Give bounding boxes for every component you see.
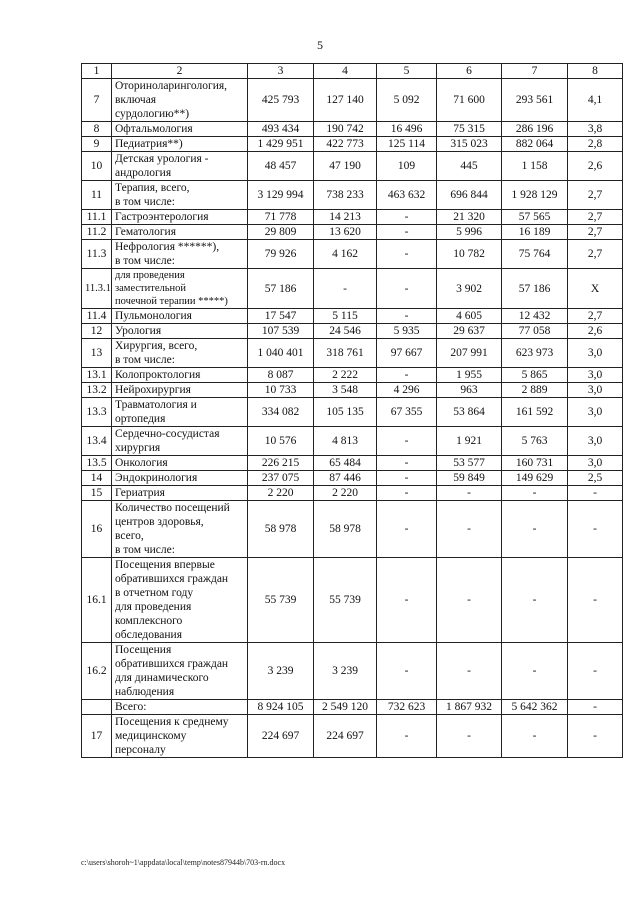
row-number-cell: 10	[82, 152, 112, 181]
col6-cell: 207 991	[437, 339, 502, 368]
col5-cell: -	[377, 225, 437, 240]
row-number-cell: 16	[82, 501, 112, 558]
col8-cell: -	[568, 558, 623, 643]
col5-cell: 16 496	[377, 122, 437, 137]
col6-cell: 53 864	[437, 398, 502, 427]
col3-cell: 3 129 994	[248, 181, 314, 210]
col8-cell: 3,0	[568, 398, 623, 427]
col7-cell: 12 432	[502, 309, 568, 324]
col8-cell: 3,0	[568, 383, 623, 398]
col4-cell: 14 213	[314, 210, 377, 225]
row-label-cell: Педиатрия**)	[112, 137, 248, 152]
col3-cell: 107 539	[248, 324, 314, 339]
row-number-cell: 11.1	[82, 210, 112, 225]
col3-cell: 425 793	[248, 79, 314, 122]
col7-cell: 149 629	[502, 471, 568, 486]
col4-cell: 4 162	[314, 240, 377, 269]
col7-cell: 160 731	[502, 456, 568, 471]
header-cell: 3	[248, 64, 314, 79]
col7-cell: 16 189	[502, 225, 568, 240]
row-label-cell: Сердечно-сосудистая хирургия	[112, 427, 248, 456]
row-number-cell: 11.2	[82, 225, 112, 240]
col4-cell: 105 135	[314, 398, 377, 427]
table-row	[82, 225, 623, 240]
col5-cell: -	[377, 456, 437, 471]
col3-cell: 226 215	[248, 456, 314, 471]
col6-cell: -	[437, 501, 502, 558]
col3-cell: 493 434	[248, 122, 314, 137]
row-label-cell: Детская урология - андрология	[112, 152, 248, 181]
table-row	[82, 181, 623, 210]
table-row	[82, 324, 623, 339]
col7-cell: 1 158	[502, 152, 568, 181]
col6-cell: 10 782	[437, 240, 502, 269]
col8-cell: 2,7	[568, 309, 623, 324]
row-label-cell: Оториноларингология, включая сурдологию**)	[112, 79, 248, 122]
col7-cell: 293 561	[502, 79, 568, 122]
file-path-footer: c:\users\shoroh~1\appdata\local\temp\notes87944b\703-rn.docx	[81, 858, 286, 867]
col5-cell: 4 296	[377, 383, 437, 398]
row-number-cell: 8	[82, 122, 112, 137]
row-label-cell: Эндокринология	[112, 471, 248, 486]
col5-cell: 97 667	[377, 339, 437, 368]
page-number: 5	[317, 38, 323, 52]
col3-cell: 1 429 951	[248, 137, 314, 152]
col5-cell: -	[377, 309, 437, 324]
col6-cell: 59 849	[437, 471, 502, 486]
col8-cell: 3,8	[568, 122, 623, 137]
col7-cell: 5 763	[502, 427, 568, 456]
row-number-cell: 9	[82, 137, 112, 152]
col7-cell: -	[502, 486, 568, 501]
row-label-cell: Нейрохирургия	[112, 383, 248, 398]
row-label-cell: Хирургия, всего, в том числе:	[112, 339, 248, 368]
col8-cell: 3,0	[568, 427, 623, 456]
col7-cell: -	[502, 501, 568, 558]
col5-cell: -	[377, 368, 437, 383]
col3-cell: 10 576	[248, 427, 314, 456]
col8-cell: 2,7	[568, 181, 623, 210]
col5-cell: 463 632	[377, 181, 437, 210]
col5-cell: -	[377, 471, 437, 486]
col3-cell: 1 040 401	[248, 339, 314, 368]
col5-cell: -	[377, 558, 437, 643]
table-row	[82, 269, 623, 309]
col7-cell: 882 064	[502, 137, 568, 152]
col7-cell: 75 764	[502, 240, 568, 269]
col5-cell: 5 935	[377, 324, 437, 339]
row-label-cell: Терапия, всего, в том числе:	[112, 181, 248, 210]
col5-cell: -	[377, 427, 437, 456]
table-row	[82, 383, 623, 398]
row-label-cell: Количество посещений центров здоровья, всего, в том числе:	[112, 501, 248, 558]
col7-cell: 2 889	[502, 383, 568, 398]
row-number-cell: 13.1	[82, 368, 112, 383]
col4-cell: 224 697	[314, 715, 377, 758]
col5-cell: -	[377, 486, 437, 501]
col4-cell: 2 549 120	[314, 700, 377, 715]
col6-cell: 3 902	[437, 269, 502, 309]
col6-cell: -	[437, 715, 502, 758]
table-row	[82, 558, 623, 643]
col3-cell: 237 075	[248, 471, 314, 486]
table-row	[82, 210, 623, 225]
row-number-cell: 14	[82, 471, 112, 486]
row-label-cell: Онкология	[112, 456, 248, 471]
row-number-cell	[82, 700, 112, 715]
row-label-cell: Гериатрия	[112, 486, 248, 501]
col5-cell: 109	[377, 152, 437, 181]
col3-cell: 48 457	[248, 152, 314, 181]
col4-cell: 190 742	[314, 122, 377, 137]
col6-cell: 75 315	[437, 122, 502, 137]
col8-cell: -	[568, 715, 623, 758]
col6-cell: 53 577	[437, 456, 502, 471]
col6-cell: 4 605	[437, 309, 502, 324]
header-cell: 6	[437, 64, 502, 79]
row-label-cell: Нефрология ******), в том числе:	[112, 240, 248, 269]
header-cell: 7	[502, 64, 568, 79]
col4-cell: 2 220	[314, 486, 377, 501]
col6-cell: -	[437, 486, 502, 501]
col4-cell: 55 739	[314, 558, 377, 643]
col3-cell: 55 739	[248, 558, 314, 643]
col8-cell: 3,0	[568, 368, 623, 383]
row-label-cell: Урология	[112, 324, 248, 339]
col4-cell: 422 773	[314, 137, 377, 152]
col4-cell: 65 484	[314, 456, 377, 471]
col6-cell: 1 955	[437, 368, 502, 383]
table-row	[82, 152, 623, 181]
table-row	[82, 79, 623, 122]
col4-cell: 5 115	[314, 309, 377, 324]
table-header-row	[82, 64, 623, 79]
col6-cell: 1 867 932	[437, 700, 502, 715]
col4-cell: 738 233	[314, 181, 377, 210]
col5-cell: 732 623	[377, 700, 437, 715]
col5-cell: -	[377, 643, 437, 700]
table-row	[82, 501, 623, 558]
col6-cell: 1 921	[437, 427, 502, 456]
col5-cell: -	[377, 715, 437, 758]
row-number-cell: 11.4	[82, 309, 112, 324]
data-table	[81, 63, 623, 758]
row-number-cell: 11.3	[82, 240, 112, 269]
col8-cell: 4,1	[568, 79, 623, 122]
row-label-cell: Посещения к среднему медицинскому персоналу	[112, 715, 248, 758]
col6-cell: 445	[437, 152, 502, 181]
table-row	[82, 700, 623, 715]
col6-cell: 315 023	[437, 137, 502, 152]
col4-cell: 127 140	[314, 79, 377, 122]
col3-cell: 58 978	[248, 501, 314, 558]
col8-cell: -	[568, 643, 623, 700]
col7-cell: 1 928 129	[502, 181, 568, 210]
col4-cell: 87 446	[314, 471, 377, 486]
row-number-cell: 13.2	[82, 383, 112, 398]
col7-cell: -	[502, 558, 568, 643]
col4-cell: 24 546	[314, 324, 377, 339]
col5-cell: -	[377, 240, 437, 269]
row-number-cell: 11	[82, 181, 112, 210]
header-cell: 8	[568, 64, 623, 79]
table-row	[82, 240, 623, 269]
col8-cell: 2,7	[568, 240, 623, 269]
row-label-cell: Гастроэнтерология	[112, 210, 248, 225]
col5-cell: 5 092	[377, 79, 437, 122]
header-cell: 1	[82, 64, 112, 79]
col6-cell: 21 320	[437, 210, 502, 225]
col5-cell: -	[377, 269, 437, 309]
col4-cell: 3 548	[314, 383, 377, 398]
table-row	[82, 122, 623, 137]
table-row	[82, 715, 623, 758]
col6-cell: 71 600	[437, 79, 502, 122]
col4-cell: 4 813	[314, 427, 377, 456]
col5-cell: -	[377, 501, 437, 558]
col7-cell: 77 058	[502, 324, 568, 339]
header-cell: 2	[112, 64, 248, 79]
table-row	[82, 368, 623, 383]
col5-cell: 125 114	[377, 137, 437, 152]
col7-cell: -	[502, 715, 568, 758]
col4-cell: 13 620	[314, 225, 377, 240]
col6-cell: 5 996	[437, 225, 502, 240]
row-number-cell: 13	[82, 339, 112, 368]
col8-cell: 2,7	[568, 225, 623, 240]
table-row	[82, 427, 623, 456]
row-label-cell: Пульмонология	[112, 309, 248, 324]
col7-cell: 161 592	[502, 398, 568, 427]
col5-cell: -	[377, 210, 437, 225]
col8-cell: 3,0	[568, 456, 623, 471]
row-number-cell: 17	[82, 715, 112, 758]
col7-cell: 5 865	[502, 368, 568, 383]
col3-cell: 10 733	[248, 383, 314, 398]
col8-cell: Х	[568, 269, 623, 309]
header-cell: 5	[377, 64, 437, 79]
col7-cell: 286 196	[502, 122, 568, 137]
row-label-cell: Гематология	[112, 225, 248, 240]
col8-cell: 2,5	[568, 471, 623, 486]
row-label-cell: Травматология и ортопедия	[112, 398, 248, 427]
col8-cell: 2,6	[568, 324, 623, 339]
col7-cell: 5 642 362	[502, 700, 568, 715]
col7-cell: 623 973	[502, 339, 568, 368]
table-row	[82, 339, 623, 368]
col7-cell: 57 565	[502, 210, 568, 225]
col3-cell: 17 547	[248, 309, 314, 324]
row-label-cell: Посещения впервые обратившихся граждан в отчетном году для проведения комплексного обследования	[112, 558, 248, 643]
col6-cell: 29 637	[437, 324, 502, 339]
row-number-cell: 7	[82, 79, 112, 122]
row-number-cell: 13.4	[82, 427, 112, 456]
col6-cell: -	[437, 558, 502, 643]
col8-cell: 2,6	[568, 152, 623, 181]
col3-cell: 8 087	[248, 368, 314, 383]
col3-cell: 79 926	[248, 240, 314, 269]
table-row	[82, 137, 623, 152]
col4-cell: 58 978	[314, 501, 377, 558]
row-label-cell: Офтальмология	[112, 122, 248, 137]
row-number-cell: 16.2	[82, 643, 112, 700]
col3-cell: 3 239	[248, 643, 314, 700]
col4-cell: -	[314, 269, 377, 309]
row-number-cell: 12	[82, 324, 112, 339]
col8-cell: -	[568, 486, 623, 501]
col7-cell: -	[502, 643, 568, 700]
col4-cell: 2 222	[314, 368, 377, 383]
row-label-cell: для проведения заместительной почечной терапии *****)	[112, 269, 248, 309]
table-row	[82, 643, 623, 700]
col8-cell: 3,0	[568, 339, 623, 368]
col3-cell: 224 697	[248, 715, 314, 758]
col3-cell: 334 082	[248, 398, 314, 427]
row-number-cell: 13.3	[82, 398, 112, 427]
col6-cell: 696 844	[437, 181, 502, 210]
row-label-cell: Колопроктология	[112, 368, 248, 383]
col6-cell: -	[437, 643, 502, 700]
row-number-cell: 16.1	[82, 558, 112, 643]
header-cell: 4	[314, 64, 377, 79]
col8-cell: 2,8	[568, 137, 623, 152]
col5-cell: 67 355	[377, 398, 437, 427]
col3-cell: 2 220	[248, 486, 314, 501]
row-label-cell: Посещения обратившихся граждан для динамического наблюдения	[112, 643, 248, 700]
col4-cell: 47 190	[314, 152, 377, 181]
col3-cell: 8 924 105	[248, 700, 314, 715]
col4-cell: 3 239	[314, 643, 377, 700]
col8-cell: -	[568, 700, 623, 715]
col4-cell: 318 761	[314, 339, 377, 368]
col7-cell: 57 186	[502, 269, 568, 309]
row-number-cell: 13.5	[82, 456, 112, 471]
col3-cell: 71 778	[248, 210, 314, 225]
col6-cell: 963	[437, 383, 502, 398]
col8-cell: 2,7	[568, 210, 623, 225]
table-row	[82, 456, 623, 471]
table-row	[82, 309, 623, 324]
table-row	[82, 398, 623, 427]
table-row	[82, 486, 623, 501]
row-number-cell: 15	[82, 486, 112, 501]
row-number-cell: 11.3.1	[82, 269, 112, 309]
row-label-cell: Всего:	[112, 700, 248, 715]
col3-cell: 57 186	[248, 269, 314, 309]
col3-cell: 29 809	[248, 225, 314, 240]
table-row	[82, 471, 623, 486]
col8-cell: -	[568, 501, 623, 558]
